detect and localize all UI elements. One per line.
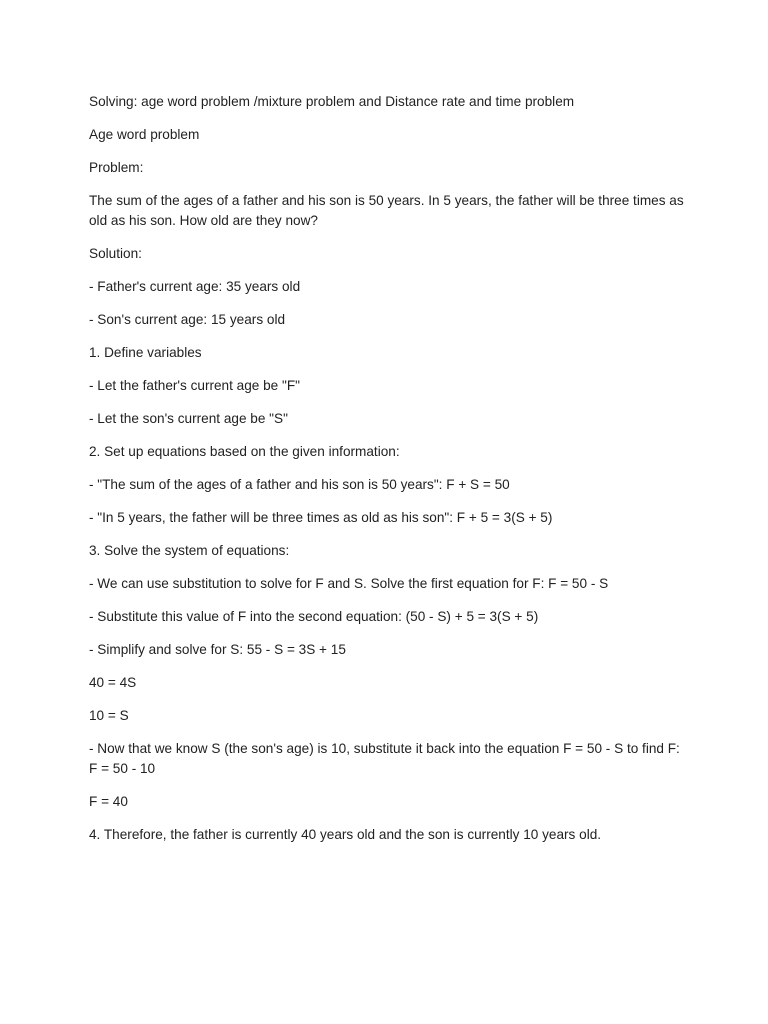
step3-equation-2: 10 = S [89, 708, 129, 723]
step3-equation-1: 40 = 4S [89, 675, 137, 690]
step1-heading: 1. Define variables [89, 345, 202, 360]
step4-conclusion: 4. Therefore, the father is currently 40 years old and the son is currently 10 years old. [89, 827, 602, 842]
step1-line2: - Let the son's current age be "S" [89, 411, 288, 426]
step2-heading: 2. Set up equations based on the given information: [89, 444, 400, 459]
document-body [89, 92, 689, 858]
answer-son: - Son's current age: 15 years old [89, 312, 286, 327]
section-heading: Age word problem [89, 127, 200, 142]
step1-line1: - Let the father's current age be "F" [89, 378, 300, 393]
step3-equation-3: F = 40 [89, 794, 128, 809]
answer-father: - Father's current age: 35 years old [89, 279, 301, 294]
step3-line4: - Now that we know S (the son's age) is 10, substitute it back into the equation F = 50 - S to find F: F = 50 - 10 [89, 741, 680, 776]
step3-line1: - We can use substitution to solve for F and S. Solve the first equation for F: F = 50 - S [89, 576, 609, 591]
step3-line2: - Substitute this value of F into the second equation: (50 - S) + 5 = 3(S + 5) [89, 609, 539, 624]
problem-text: The sum of the ages of a father and his son is 50 years. In 5 years, the father will be three times as old as his son. How old are they now? [89, 193, 684, 228]
step2-line1: - "The sum of the ages of a father and his son is 50 years": F + S = 50 [89, 477, 510, 492]
step2-line2: - "In 5 years, the father will be three times as old as his son": F + 5 = 3(S + 5) [89, 510, 553, 525]
problem-label: Problem: [89, 160, 144, 175]
document-title: Solving: age word problem /mixture problem and Distance rate and time problem [89, 94, 575, 109]
step3-heading: 3. Solve the system of equations: [89, 543, 290, 558]
solution-label: Solution: [89, 246, 142, 261]
step3-line3: - Simplify and solve for S: 55 - S = 3S + 15 [89, 642, 346, 657]
